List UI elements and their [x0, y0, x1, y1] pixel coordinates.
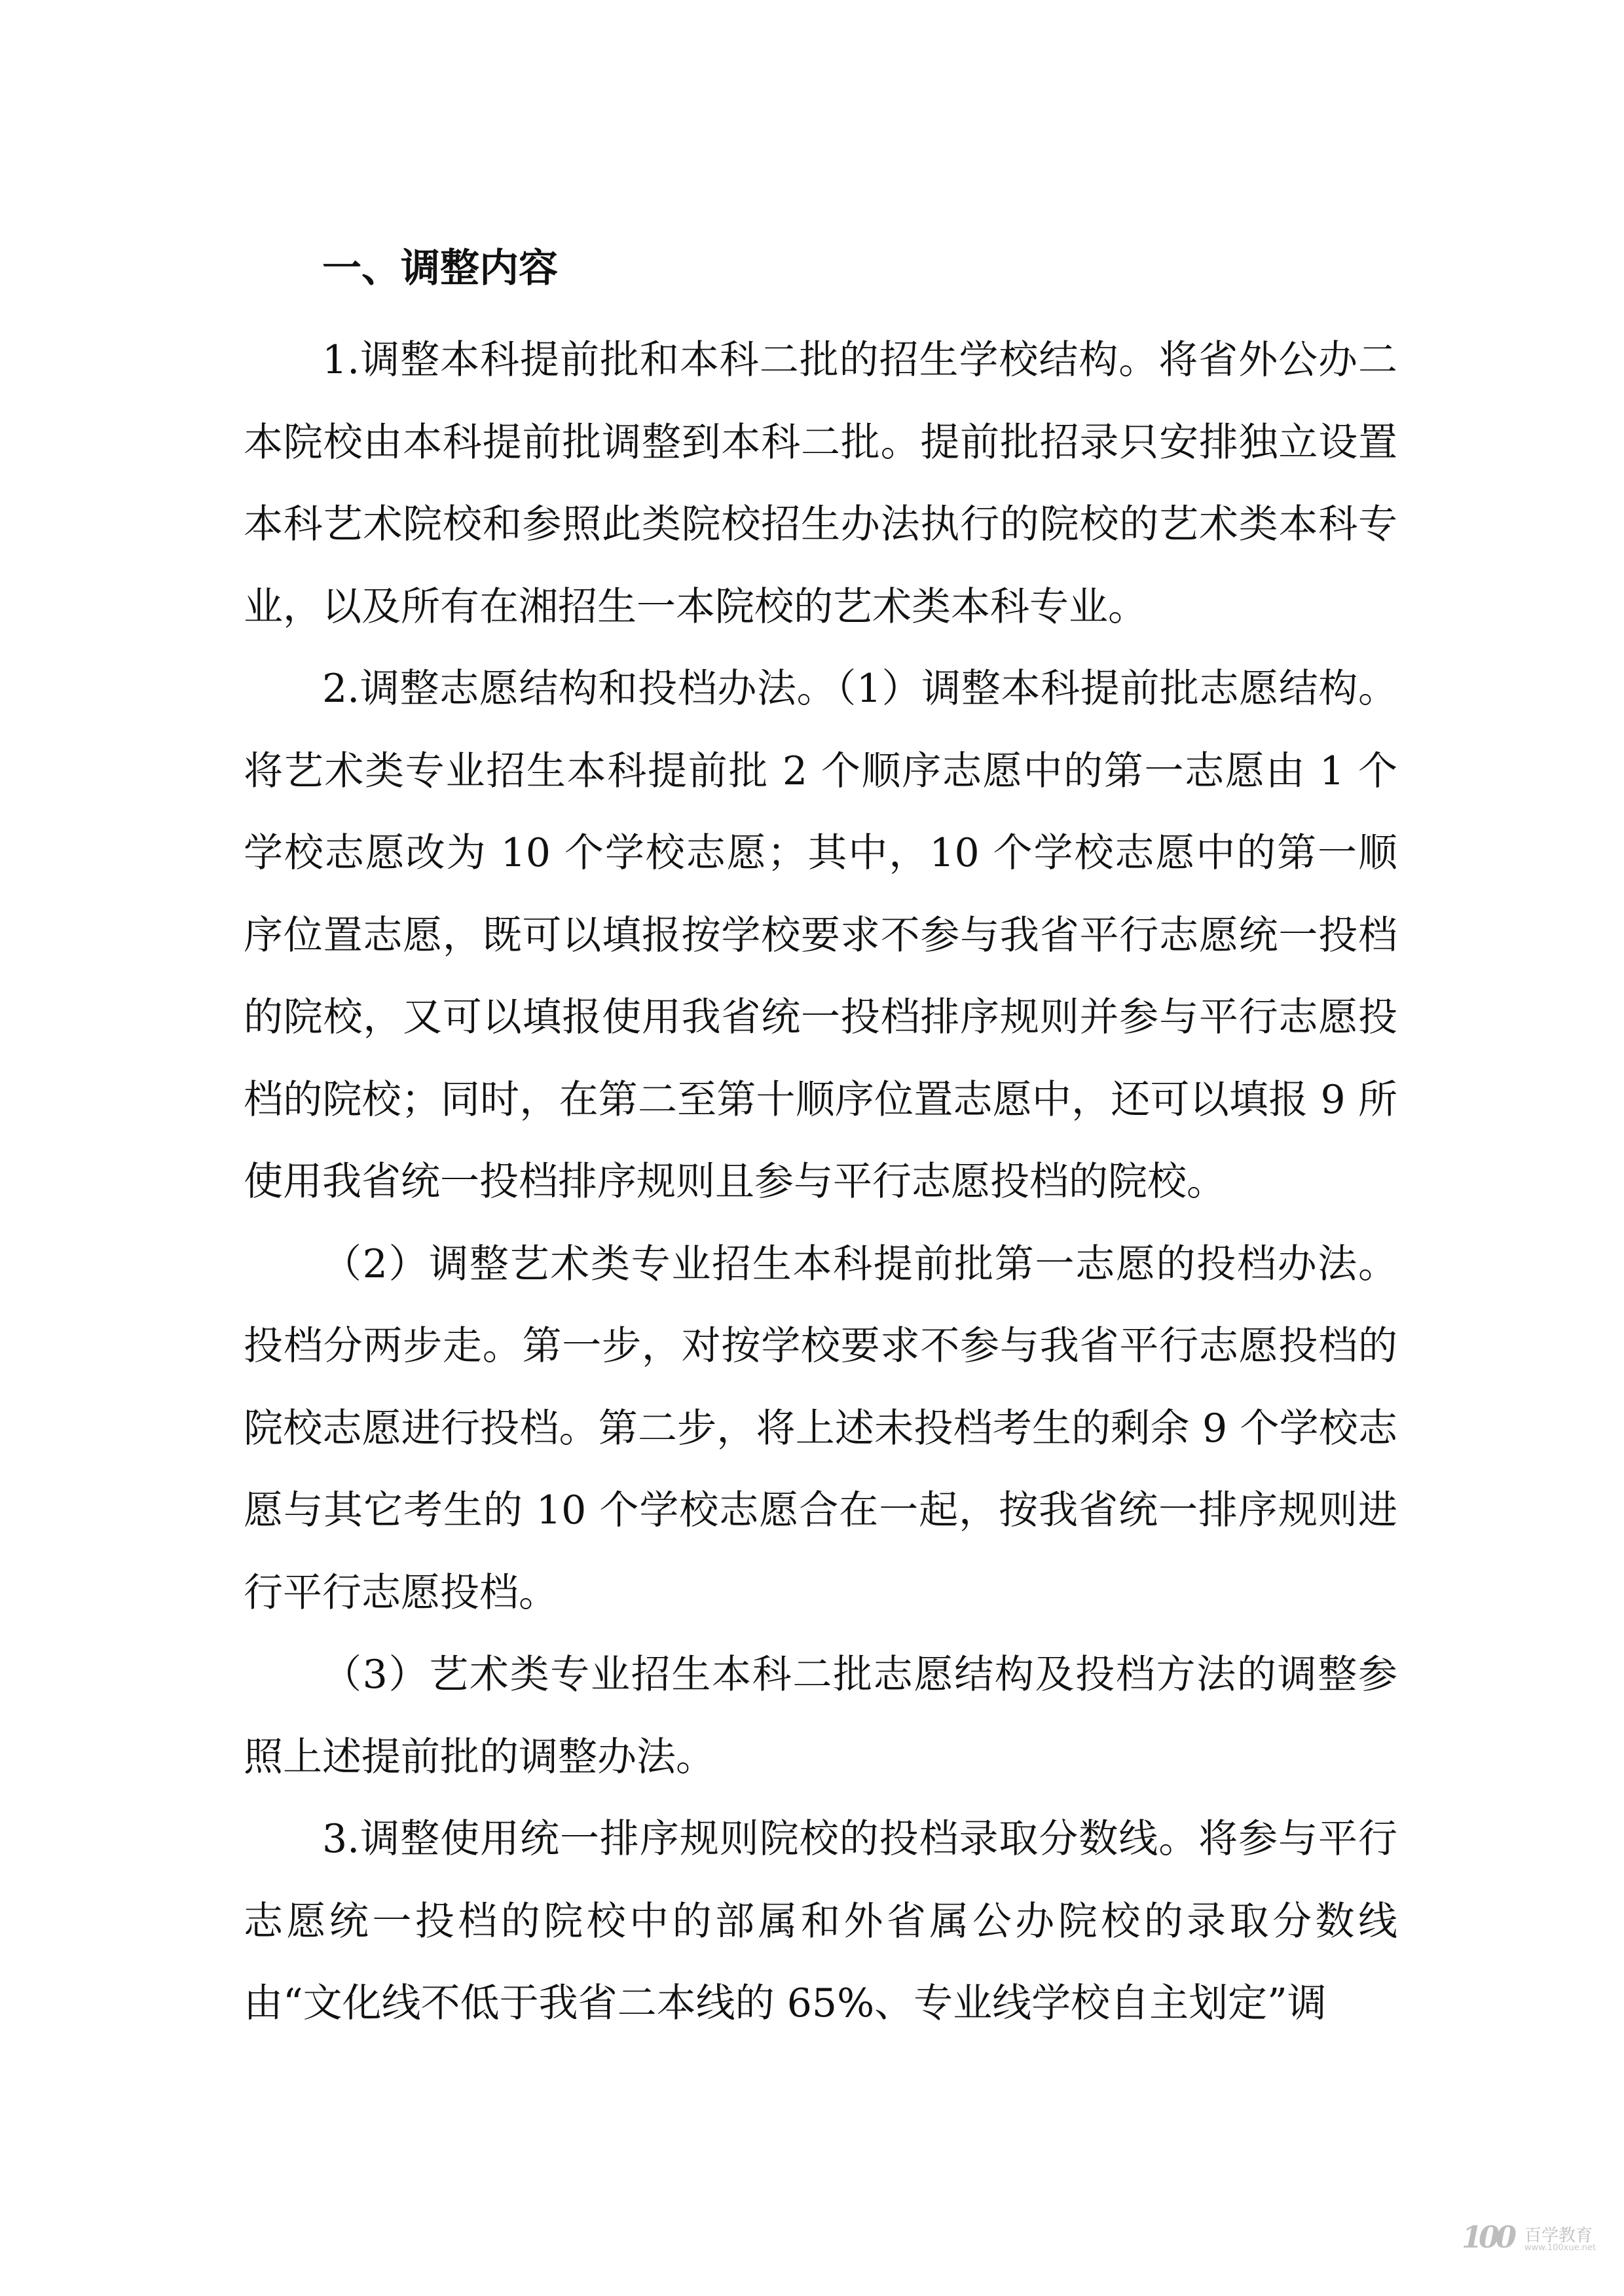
watermark-brand-name: 百学教育 [1524, 2226, 1593, 2246]
paragraph-4: （3）艺术类专业招生本科二批志愿结构及投档方法的调整参照上述提前批的调整办法。 [244, 1652, 1397, 1780]
paragraph-5: 3.调整使用统一排序规则院校的投档录取分数线。将参与平行志愿统一投档的院校中的部属和外省属公办院校的录取分数线由“文化线不低于我省二本线的 65%、专业线学校自主划定”调 [244, 1816, 1397, 2026]
paragraph-1: 1.调整本科提前批和本科二批的招生学校结构。将省外公办二本院校由本科提前批调整到本科二批。提前批招录只安排独立设置本科艺术院校和参照此类院校招生办法执行的院校的艺术类本科专业，以及所有在湘招生一本院校的艺术类本科专业。 [244, 337, 1397, 630]
watermark-url: www.100xue.net [1524, 2243, 1596, 2253]
paragraph-2: 2.调整志愿结构和投档办法。（1）调整本科提前批志愿结构。将艺术类专业招生本科提前批 2 个顺序志愿中的第一志愿由 1 个学校志愿改为 10 个学校志愿；其中，10 个学校志愿中的第一顺序位置志愿，既可以填报按学校要求不参与我省平行志愿统一投档的院校，又可以填报使用我省统一投档排序规则并参与平行志愿投档的院校；同时，在第二至第十顺序位置志愿中，还可以填报 9 所使用我省统一投档排序规则且参与平行志愿投档的院校。 [244, 666, 1397, 1205]
paragraph-3: （2）调整艺术类专业招生本科提前批第一志愿的投档办法。投档分两步走。第一步，对按学校要求不参与我省平行志愿投档的院校志愿进行投档。第二步，将上述未投档考生的剩余 9 个学校志愿与其它考生的 10 个学校志愿合在一起，按我省统一排序规则进行平行志愿投档。 [244, 1241, 1397, 1616]
body-text [244, 319, 1397, 2045]
watermark-logo [1462, 2219, 1599, 2259]
section-heading: 一、调整内容 [322, 246, 558, 291]
watermark-logo-mark: 100 [1462, 2219, 1513, 2255]
